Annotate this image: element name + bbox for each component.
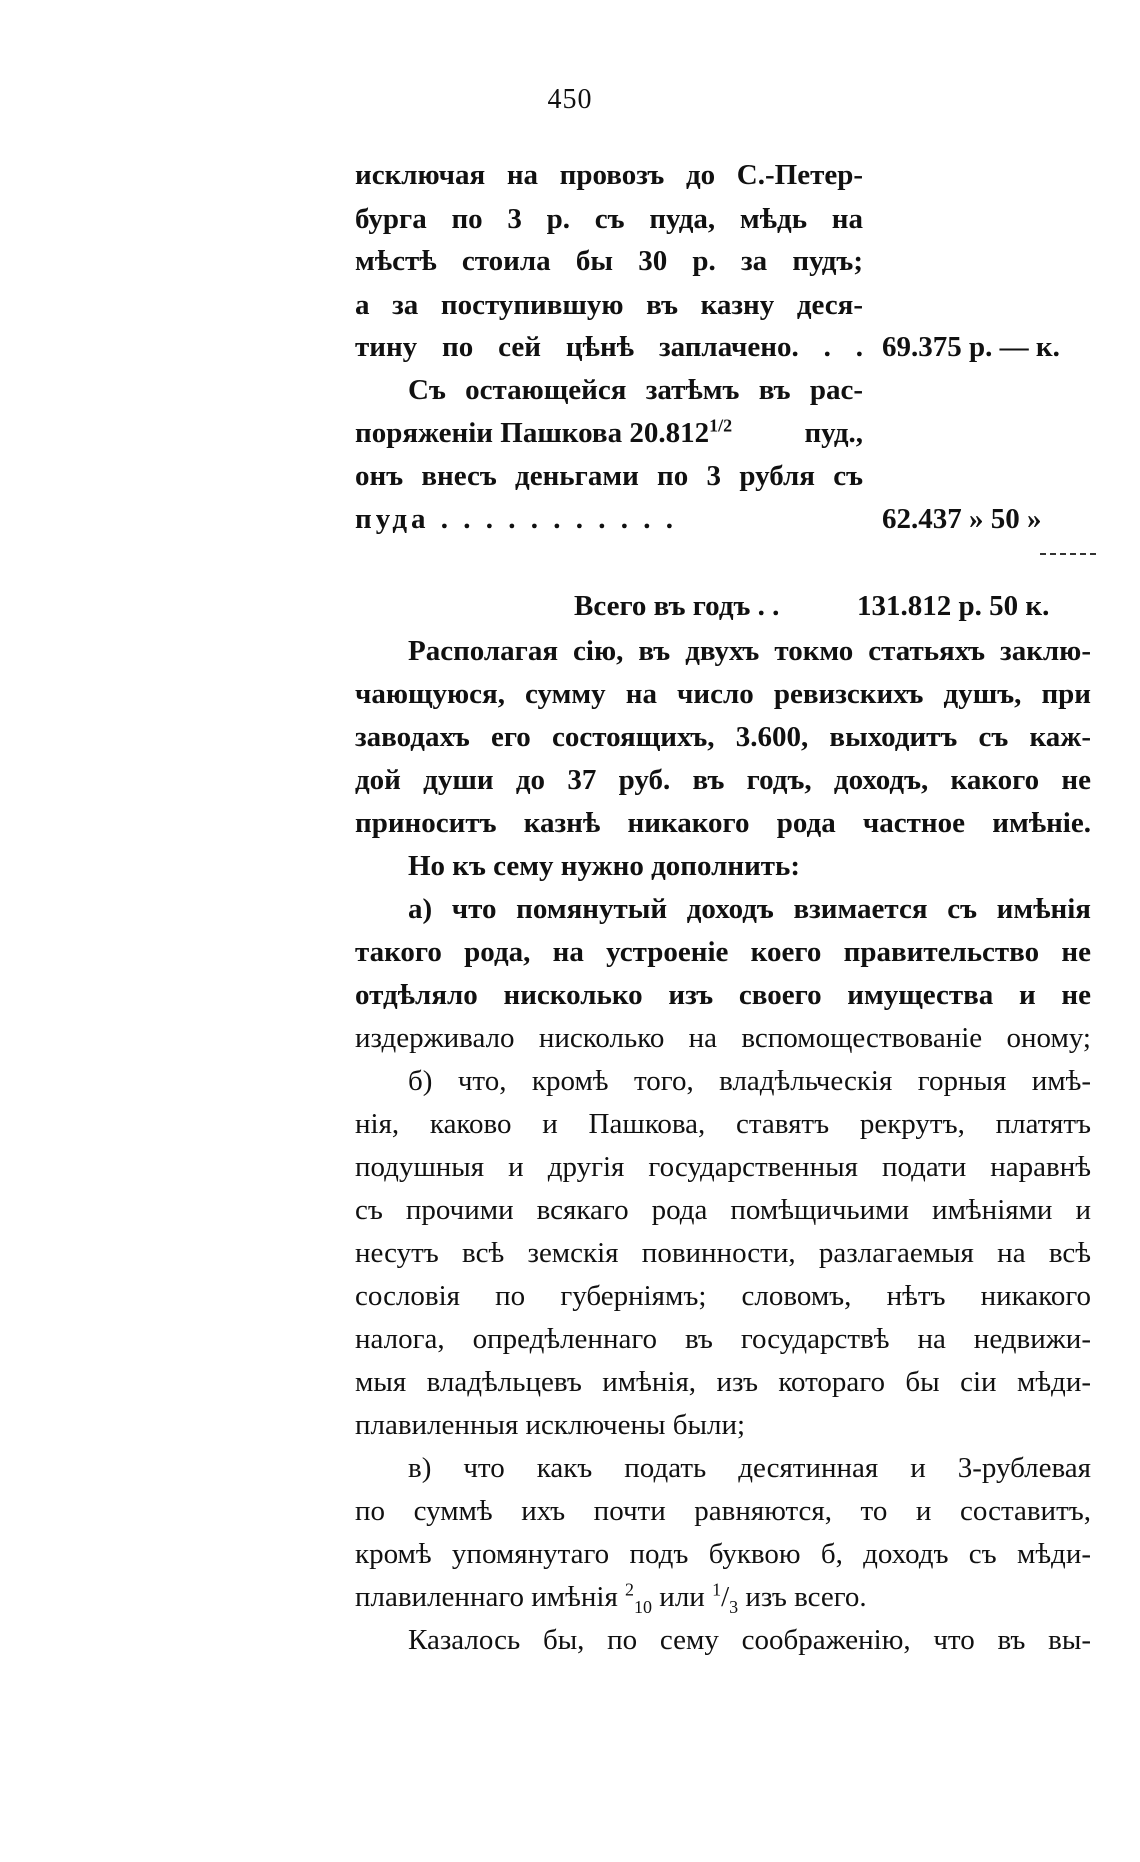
fraction: 1/2 (709, 415, 733, 436)
paragraph1-line: заводахъ его состоящихъ, 3.600, выходитъ съ каж- (355, 721, 1091, 753)
fraction-denominator: 3 (729, 1596, 739, 1617)
block1-line: тину по сей цѣнѣ заплачено. . . (355, 331, 863, 363)
block2-line: Съ остающейся затѣмъ въ рас- (408, 374, 863, 406)
point-v-line: кромѣ упомянутаго подъ буквою б, доходъ съ мѣди- (355, 1538, 1091, 1570)
block2-line: онъ внесъ деньгами по 3 рубля съ (355, 460, 863, 492)
point-a-line: а) что помянутый доходъ взимается съ имѣнія (408, 893, 1091, 925)
block1-line: бурга по 3 р. съ пуда, мѣдь на (355, 203, 863, 235)
block1-amount: 69.375 р. — к. (882, 331, 1060, 363)
point-b-line: б) что, кромѣ того, владѣльческія горныя имѣ- (408, 1065, 1091, 1097)
sum-rule (1040, 553, 1096, 555)
block2-line: пуда . . . . . . . . . . . (355, 503, 678, 535)
point-a-line: отдѣляло нисколько изъ своего имущества и не (355, 979, 1091, 1011)
total-label: Всего въ годъ . . (574, 590, 780, 622)
point-a-line: такого рода, на устроеніе коего правительство не (355, 936, 1091, 968)
point-v-line: в) что какъ подать десятинная и 3-рублевая (408, 1452, 1091, 1484)
block1-line: а за поступившую въ казну деся- (355, 289, 863, 321)
point-v-line: плавиленнаго имѣнія $^2_{10}$ или $^1/_3$ изъ всего. (355, 1579, 867, 1617)
block2-line2-tail: пуд., (804, 417, 863, 449)
point-b-line: подушныя и другія государственныя подати наравнѣ (355, 1151, 1091, 1183)
fraction-denominator: 10 (634, 1596, 653, 1617)
point-b-line: сословія по губерніямъ; словомъ, нѣтъ никакого (355, 1280, 1091, 1312)
or-word: или (659, 1581, 705, 1613)
point-b-line: нія, каково и Пашкова, ставятъ рекрутъ, платятъ (355, 1108, 1091, 1140)
block2-line2-start: поряженіи Пашкова 20.812 (355, 417, 710, 449)
block2-line (355, 413, 863, 453)
point-v-line: по суммѣ ихъ почти равняются, то и составитъ, (355, 1495, 1091, 1527)
block1-line: мѣстѣ стоила бы 30 р. за пудъ; (355, 245, 863, 277)
paragraph1-line: дой души до 37 руб. въ годъ, доходъ, какого не (355, 764, 1091, 796)
total-amount: 131.812 р. 50 к. (857, 590, 1050, 622)
page-number: 450 (547, 84, 593, 115)
paragraph1-line: Располагая сію, въ двухъ токмо статьяхъ заклю- (408, 635, 1091, 667)
block2-amount: 62.437 » 50 » (882, 503, 1042, 535)
paragraph2: Но къ сему нужно дополнить: (408, 850, 801, 882)
paragraph-final: Казалось бы, по сему соображенію, что въ вы- (408, 1624, 1091, 1656)
point-v-last-end: изъ всего. (745, 1581, 867, 1613)
point-v-last-start: плавиленнаго имѣнія (355, 1581, 618, 1613)
fraction-numerator: 2 (625, 1579, 635, 1600)
point-b-line: съ прочими всякаго рода помѣщичьими имѣніями и (355, 1194, 1091, 1226)
point-a-line: издерживало нисколько на вспомоществованіе оному; (355, 1022, 1091, 1054)
point-b-line: налога, опредѣленнаго въ государствѣ на недвижи- (355, 1323, 1091, 1355)
block1-line: исключая на провозъ до С.-Петер- (355, 159, 863, 191)
point-b-line: несутъ всѣ земскія повинности, разлагаемыя на всѣ (355, 1237, 1091, 1269)
fraction-numerator: 1 (712, 1579, 722, 1600)
point-b-line: мыя владѣльцевъ имѣнія, изъ котораго бы сіи мѣди- (355, 1366, 1091, 1398)
point-b-line: плавиленныя исключены были; (355, 1409, 746, 1441)
paragraph1-line: чающуюся, сумму на число ревизскихъ душъ, при (355, 678, 1091, 710)
paragraph1-line: приноситъ казнѣ никакого рода частное имѣніе. (355, 807, 1091, 839)
